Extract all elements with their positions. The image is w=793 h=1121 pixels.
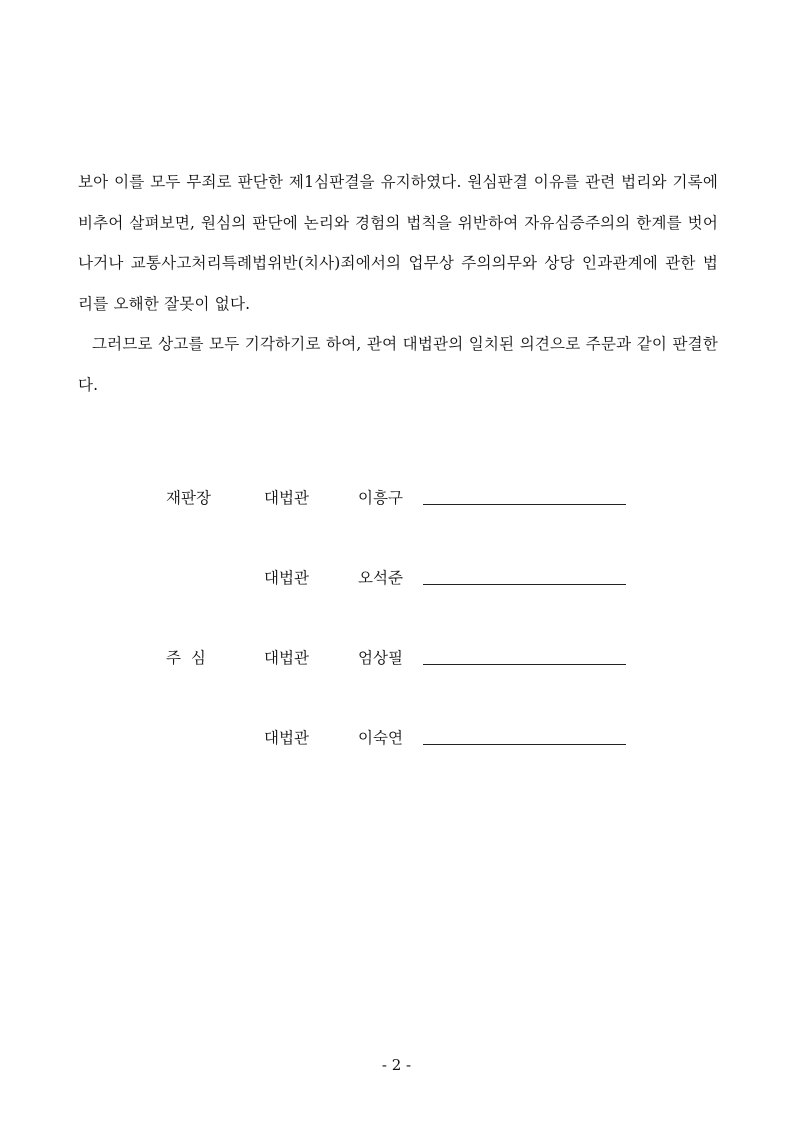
justice-name: 엄상필 — [358, 649, 403, 667]
signature-line — [423, 584, 626, 585]
page-number: - 2 - — [381, 1056, 412, 1074]
justice-name: 이숙연 — [358, 729, 403, 747]
justice-title: 대법관 — [264, 569, 309, 587]
signature-line — [423, 664, 626, 665]
signature-row — [0, 642, 793, 672]
justice-title: 대법관 — [264, 729, 309, 747]
signature-line — [423, 504, 626, 505]
justice-title: 대법관 — [264, 649, 309, 667]
presiding-justice-label: 재판장 — [166, 489, 211, 507]
signature-row — [0, 482, 793, 512]
conclusion-paragraph: 그러므로 상고를 모두 기각하기로 하여, 관여 대법관의 일치된 의견으로 주문과 같이 판결한다. — [78, 335, 718, 394]
justice-name: 오석준 — [358, 569, 403, 587]
signature-row — [0, 562, 793, 592]
signature-row — [0, 722, 793, 752]
signature-line — [423, 744, 626, 745]
presiding-opinion-label: 주 심 — [166, 649, 206, 667]
justice-name: 이흥구 — [358, 489, 403, 507]
judgment-body — [78, 162, 718, 405]
justice-title: 대법관 — [264, 489, 309, 507]
reasoning-paragraph: 보아 이를 모두 무죄로 판단한 제1심판결을 유지하였다. 원심판결 이유를 관련 법리와 기록에 비추어 살펴보면, 원심의 판단에 논리와 경험의 법칙을 위반하여 자유심증주의의 한계를 벗어나거나 교통사고처리특례법위반(치사)죄에서의 업무상 주의의무와 상당 인과관계에 관한 법리를 오해한 잘못이 없다. — [78, 173, 718, 313]
